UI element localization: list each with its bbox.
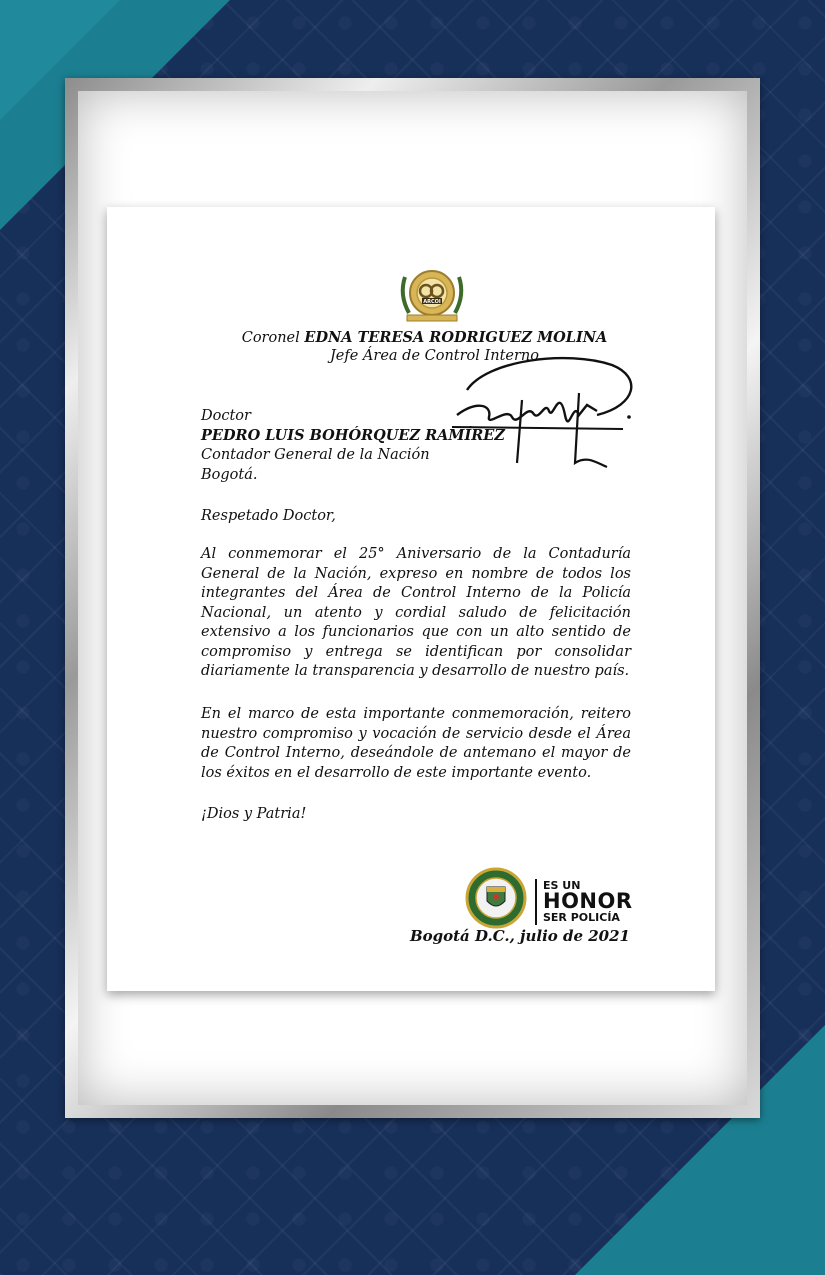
signer-rank: Coronel [241, 330, 300, 346]
honor-slogan [535, 879, 639, 925]
letter-page [107, 207, 715, 991]
recipient-city: Bogotá. [201, 467, 258, 483]
recipient-position: Contador General de la Nación [201, 447, 430, 463]
body-paragraph-1: Al conmemorar el 25° Aniversario de la Contaduría General de la Nación, expreso en nombre de todos los integrantes del Área de Control Interno de la Policía Nacional, un atento y cordial saludo de felicitación extensivo a los funcionarios que con un alto sentido de compromiso y entrega se identifican por consolidar diariamente la transparencia y desarrollo de nuestro país. [201, 546, 631, 679]
greeting: Respetado Doctor, [201, 508, 336, 524]
svg-text:ARCOI: ARCOI [423, 299, 441, 305]
signer-line [134, 329, 715, 346]
recipient-name: PEDRO LUIS BOHÓRQUEZ RAMÍREZ [201, 427, 505, 444]
signer-name: EDNA TERESA RODRIGUEZ MOLINA [304, 329, 608, 346]
police-shield-icon [463, 867, 529, 929]
honor-line-1: ES UN [543, 879, 581, 892]
honor-line-3: SER POLICÍA [543, 911, 620, 924]
recipient-title: Doctor [201, 408, 251, 424]
letter-date: Bogotá D.C., julio de 2021 [409, 927, 630, 945]
body-paragraph-2: En el marco de esta importante conmemoración, reitero nuestro compromiso y vocación de servicio desde el Área de Control Interno, deseándole de antemano el mayor de los éxitos en el desarrollo de este importante evento. [201, 706, 631, 781]
honor-line-2: HONOR [543, 889, 633, 913]
arcoi-emblem-icon [395, 265, 469, 327]
signer-role: Jefe Área de Control Interno [329, 348, 540, 364]
closing-motto: ¡Dios y Patria! [201, 806, 307, 822]
